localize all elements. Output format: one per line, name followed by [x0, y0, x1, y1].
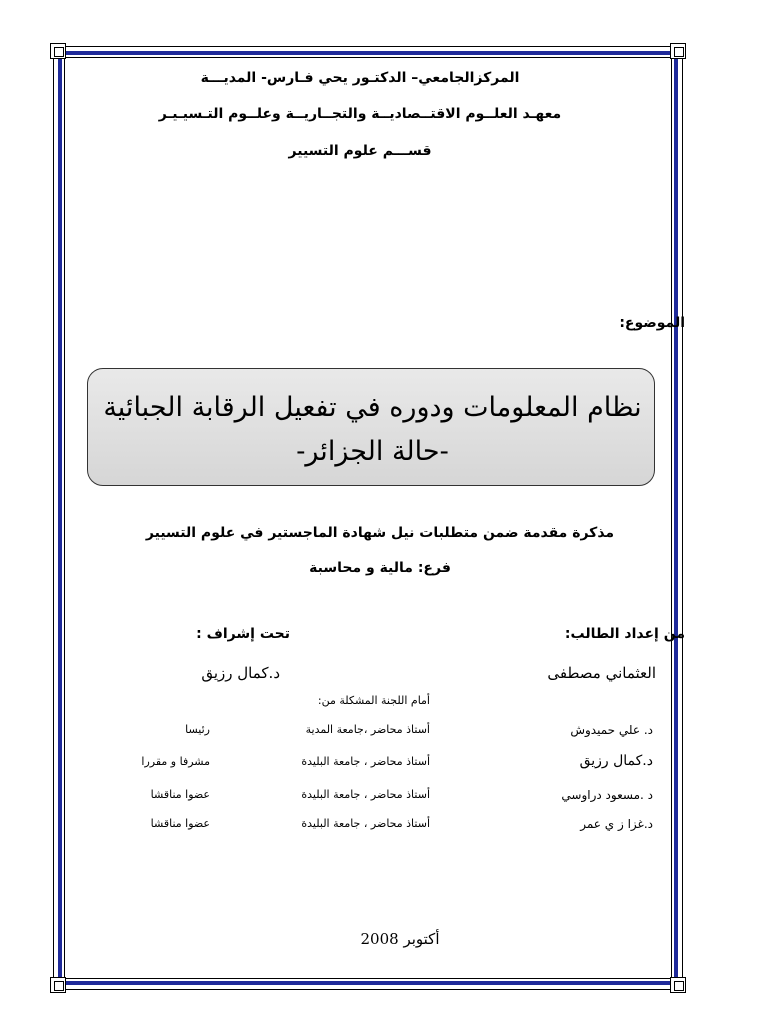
university-name: المركزالجامعي– الدكتـور يحي فـارس- المديـــة	[200, 70, 520, 86]
subject-label: الموضوع:	[619, 315, 685, 331]
corner-ornament-bottom-right	[670, 977, 686, 993]
student-name: العثماني مصطفى	[547, 664, 656, 682]
corner-ornament-top-right	[670, 43, 686, 59]
memo-statement: مذكرة مقدمة ضمن متطلبات نيل شهادة الماجستير في علوم التسيير	[145, 525, 615, 541]
committee-member-name: د. علي حميدوش	[570, 723, 653, 737]
institute-name: معهـد العلــوم الاقتــصاديــة والتجــاريــة وعلــوم التـسيـيـر	[158, 106, 562, 122]
committee-member-title: أستاذ محاضر ، جامعة البليدة	[301, 788, 430, 801]
supervisor-name: د.كمال رزيق	[201, 664, 280, 682]
committee-heading: أمام اللجنة المشكلة من:	[317, 694, 430, 707]
committee-member-name: د.غزا ز ي عمر	[580, 817, 653, 831]
committee-member-title: أستاذ محاضر ، جامعة البليدة	[301, 755, 430, 768]
committee-member-name: د .مسعود دراوسي	[561, 788, 653, 802]
committee-member-title: أستاذ محاضر ،جامعة المدية	[305, 723, 430, 736]
inner-frame	[64, 57, 672, 979]
submission-date: أكتوبر 2008	[360, 930, 440, 948]
student-label: من إعداد الطالب:	[564, 626, 685, 642]
corner-ornament-top-left	[50, 43, 66, 59]
committee-member-role: رئيسا	[185, 723, 210, 736]
supervisor-label: تحت إشراف :	[196, 626, 290, 642]
committee-member-name: د.كمال رزيق	[579, 753, 653, 769]
committee-member-role: عضوا مناقشا	[150, 788, 210, 801]
committee-member-role: مشرفا و مقررا	[141, 755, 210, 768]
committee-member-role: عضوا مناقشا	[150, 817, 210, 830]
thesis-title-line1: نظام المعلومات ودوره في تفعيل الرقابة الجبائية	[103, 392, 642, 423]
thesis-title-line2: -حالة الجزائر-	[296, 436, 449, 467]
corner-ornament-bottom-left	[50, 977, 66, 993]
department-name: قســـم علوم التسيير	[288, 143, 432, 159]
memo-branch: فرع: مالية و محاسبة	[309, 560, 451, 576]
committee-member-title: أستاذ محاضر ، جامعة البليدة	[301, 817, 430, 830]
title-box	[87, 368, 655, 486]
